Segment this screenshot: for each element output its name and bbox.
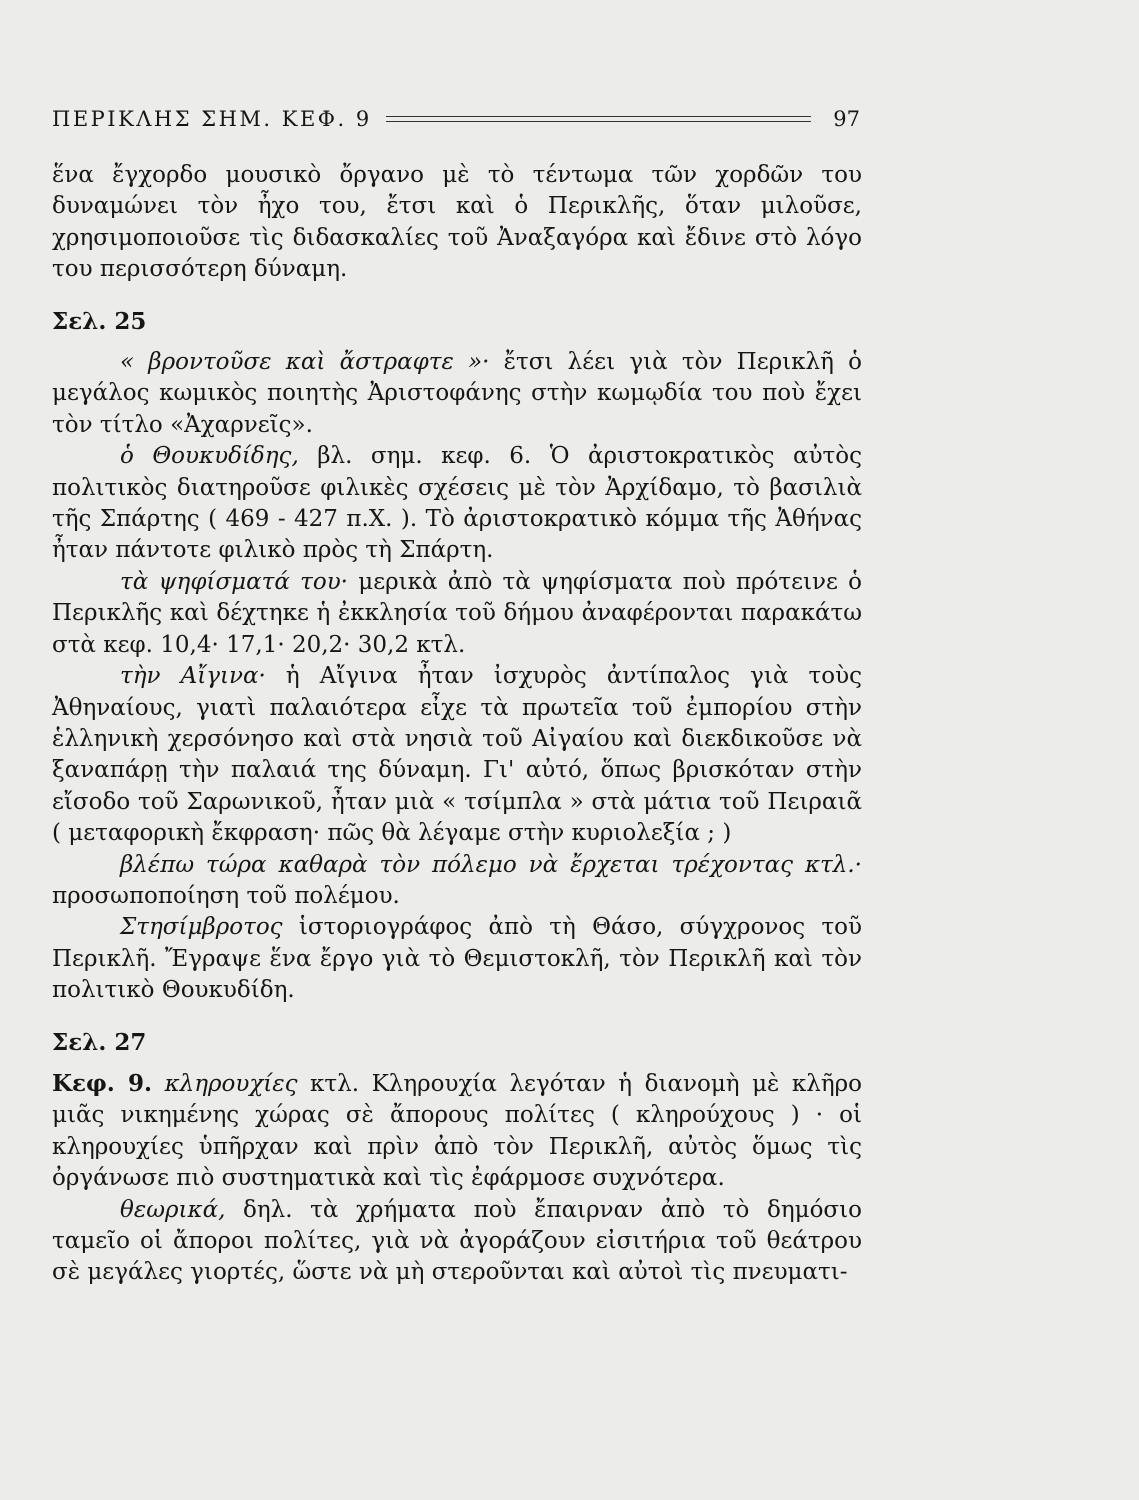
paragraph-continuation: ἕνα ἔγχορδο μουσικὸ ὄργανο μὲ τὸ τέντωμα τῶν χορδῶν του δυναμώνει τὸν ἦχο του, ἔτσι καὶ ὁ Περικλῆς, ὅταν μιλοῦσε, χρησιμοποιοῦσε τὶς διδασκαλίες τοῦ Ἀναξαγόρα καὶ ἔδινε στὸ λόγο του περισσότερη δύναμη. <box>52 162 862 283</box>
note-text: κτλ. Κληρουχία λεγόταν ἡ διανομὴ μὲ κλῆρο μιᾶς νικημένης χώρας σὲ ἄπορους πολίτες ( κληρούχους ) · οἱ κληρουχίες ὑπῆρχαν καὶ πρὶν ἀπὸ τὸν Περικλῆ, αὐτὸς ὅμως τὶς ὀργάνωσε πιὸ συστηματικὰ καὶ τὶς ἐφάρμοσε συχνότερα. <box>52 1070 863 1192</box>
note-brontouse <box>52 347 862 441</box>
note-blepo <box>52 850 862 913</box>
page-number: 97 <box>833 107 860 131</box>
note-lemma: « βροντοῦσε καὶ ἄστραφτε »· <box>120 349 490 376</box>
note-lemma: Στησίμβροτος <box>120 914 283 941</box>
page-body <box>52 160 862 1289</box>
section-heading-sel-27: Σελ. 27 <box>52 1028 147 1056</box>
note-text: βλ. σημ. κεφ. 6. Ὁ ἀριστοκρατικὸς αὐτὸς πολιτικὸς διατηροῦσε φιλικὲς σχέσεις μὲ τὸν Ἀρχίδαμο, τὸ βασιλιὰ τῆς Σπάρτης ( 469 - 427 π.Χ. ). Τὸ ἀριστοκρατικὸ κόμμα τῆς Ἀθήνας ἦταν πάντοτε φιλικὸ πρὸς τὴ Σπάρτη. <box>52 443 863 564</box>
note-thoukydides <box>52 441 862 567</box>
note-aigina <box>52 661 862 849</box>
note-lemma: κληρουχίες <box>164 1070 298 1097</box>
note-theorika <box>52 1195 862 1289</box>
note-lemma: βλέπω τώρα καθαρὰ τὸν πόλεμο νὰ ἔρχεται τρέχοντας κτλ.· <box>120 851 862 878</box>
running-header <box>52 104 860 134</box>
note-psephismata <box>52 567 862 661</box>
note-text: ἡ Αἴγινα ἦταν ἰσχυρὸς ἀντίπαλος γιὰ τοὺς Ἀθηναίους, γιατὶ παλαιότερα εἶχε τὰ πρωτεῖα τοῦ ἐμπορίου στὴν ἑλληνικὴ χερσόνησο καὶ στὰ νησιὰ τοῦ Αἰγαίου καὶ διεκδικοῦσε νὰ ξαναπάρῃ τὴν παλαιά της δύναμη. Γι' αὐτό, ὅπως βρισκόταν στὴν εἴσοδο τοῦ Σαρωνικοῦ, ἦταν μιὰ « τσίμπλα » στὰ μάτια τοῦ Πειραιᾶ ( μεταφορικὴ ἔκφραση· πῶς θὰ λέγαμε στὴν κυριολεξία ; ) <box>52 663 862 847</box>
note-text: ἱστοριογράφος ἀπὸ τὴ Θάσο, σύγχρονος τοῦ Περικλῆ. Ἔγραψε ἕνα ἔργο γιὰ τὸ Θεμιστοκλῆ, τὸν Περικλῆ καὶ τὸν πολιτικὸ Θουκυδίδη. <box>52 914 862 1004</box>
note-text: δηλ. τὰ χρήματα ποὺ ἔπαιρναν ἀπὸ τὸ δημόσιο ταμεῖο οἱ ἄποροι πολίτες, γιὰ νὰ ἀγοράζουν εἰσιτήρια τοῦ θεάτρου σὲ μεγάλες γιορτές, ὥστε νὰ μὴ στεροῦνται καὶ αὐτοὶ τὶς πνευματι- <box>52 1196 862 1286</box>
note-text: ἔτσι λέει γιὰ τὸν Περικλῆ ὁ μεγάλος κωμικὸς ποιητὴς Ἀριστοφάνης στὴν κωμῳδία του ποὺ ἔχει τὸν τίτλο «Ἀχαρνεῖς». <box>52 349 862 438</box>
note-text: προσωποποίηση τοῦ πολέμου. <box>52 882 400 909</box>
running-title: ΠΕΡΙΚΛΗΣ ΣΗΜ. ΚΕΦ. 9 <box>52 107 372 131</box>
note-lemma: ὁ Θουκυδίδης, <box>120 443 299 470</box>
note-stesimbrotos <box>52 912 862 1006</box>
chapter-ref: Κεφ. 9. <box>52 1069 153 1097</box>
header-double-rule <box>386 116 812 122</box>
note-lemma: θεωρικά, <box>120 1196 226 1223</box>
note-klerouchies <box>52 1068 862 1195</box>
section-heading-sel-25: Σελ. 25 <box>52 307 147 335</box>
note-text: μερικὰ ἀπὸ τὰ ψηφίσματα ποὺ πρότεινε ὁ Περικλῆς καὶ δέχτηκε ἡ ἐκκλησία τοῦ δήμου ἀναφέρονται παρακάτω στὰ κεφ. 10,4· 17,1· 20,2· 30,2 κτλ. <box>52 568 862 658</box>
note-lemma: τὴν Αἴγινα· <box>120 663 266 690</box>
note-lemma: τὰ ψηφίσματά του· <box>120 568 348 595</box>
